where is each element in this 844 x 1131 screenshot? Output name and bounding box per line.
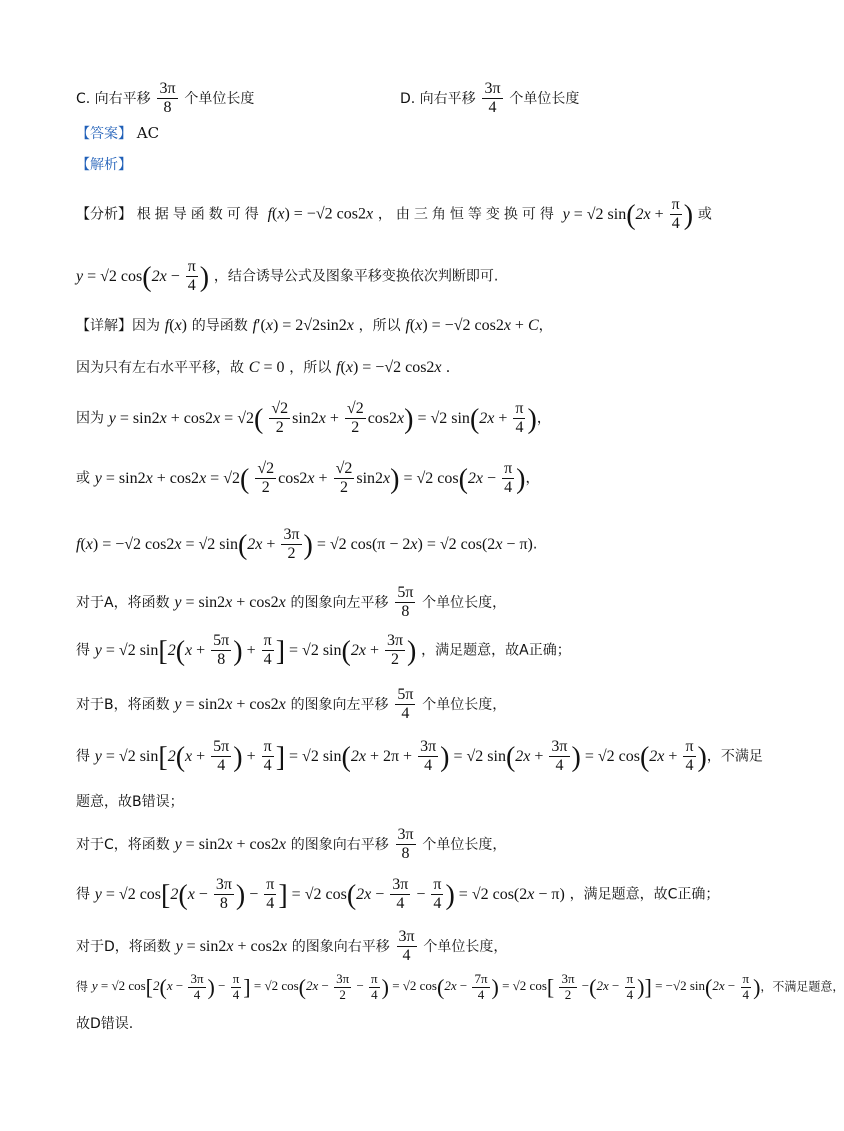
case-a-intro: 对于A，将函数 y = sin2x + cos2x 的图象向左平移 $\frac{5\pi}{8}$ 个单位长度， bbox=[76, 584, 507, 621]
answer-line bbox=[76, 124, 760, 144]
xiangjie-line-1: 【详解】因为 f(x) 的导函数 f′(x) = 2√2sin2x ，所以 f(x) = −√2 cos2x + C， bbox=[76, 317, 553, 334]
xiangjie-line-4: 或 y = sin2x + cos2x = √2( $\frac{√2}{2}$ cos2x + $\frac{√2}{2}$ sin2x) = √2 cos(2x − $\frac{\pi}{4}$ )， bbox=[76, 460, 540, 497]
answer-label: 【答案】 bbox=[76, 126, 132, 142]
case-d-result-cont: 故D错误. bbox=[76, 1016, 134, 1032]
case-b-intro: 对于B，将函数 y = sin2x + cos2x 的图象向左平移 $\frac{5\pi}{4}$ 个单位长度， bbox=[76, 686, 507, 723]
case-b-result-cont: 题意，故B错误； bbox=[76, 794, 184, 810]
xiangjie-line-5: f(x) = −√2 cos2x = √2 sin(2x + $\frac{3\pi}{2}$ ) = √2 cos(π − 2x) = √2 cos(2x − π). bbox=[76, 526, 538, 563]
case-a-result: 得 y = √2 sin[2(x + $\frac{5\pi}{8}$ ) + $\frac{\pi}{4}$ ] = √2 sin(2x + $\frac{3\pi}{2}$ ) ，满足题意，故A正确； bbox=[76, 632, 571, 669]
case-d-result: 得 y = √2 cos[2(x − $\frac{3\pi}{4}$ ) − $\frac{\pi}{4}$ ] = √2 cos(2x − $\frac{3\pi}{2}$ − $\frac{\pi}{4}$ ) = √2 cos(2x − $\frac{7\pi}{4}$ ) = √2 cos[ $\frac{3\pi}{2}$ −(2x − $\frac{\pi}{4}$ )] = −√2 sin(2x − $\frac{\pi}{4}$ )，不满足题意， bbox=[76, 971, 844, 1002]
case-d-intro: 对于D，将函数 y = sin2x + cos2x 的图象向右平移 $\frac{3\pi}{4}$ 个单位长度， bbox=[76, 928, 508, 965]
xiangjie-line-3: 因为 y = sin2x + cos2x = √2( $\frac{√2}{2}$ sin2x + $\frac{√2}{2}$ cos2x) = √2 sin(2x + $\frac{\pi}{4}$ )， bbox=[76, 400, 551, 437]
case-c-result: 得 y = √2 cos[2(x − $\frac{3\pi}{8}$ ) − $\frac{\pi}{4}$ ] = √2 cos(2x − $\frac{3\pi}{4}$ − $\frac{\pi}{4}$ ) = √2 cos(2x − π) ，满足题意，故C正确； bbox=[76, 876, 720, 913]
option-c: C. 向右平移 $\frac{3\pi}{8}$ 个单位长度 bbox=[76, 80, 255, 117]
case-c-intro: 对于C，将函数 y = sin2x + cos2x 的图象向右平移 $\frac{3\pi}{8}$ 个单位长度， bbox=[76, 826, 507, 863]
case-b-result: 得 y = √2 sin[2(x + $\frac{5\pi}{4}$ ) + $\frac{\pi}{4}$ ] = √2 sin(2x + 2π + $\frac{3\pi}{4}$ ) = √2 sin(2x + $\frac{3\pi}{4}$ ) = √2 cos(2x + $\frac{\pi}{4}$ )，不满足 bbox=[76, 738, 763, 775]
analysis-label: 【解析】 bbox=[76, 157, 132, 173]
answer-value: AC bbox=[136, 124, 160, 142]
fenxi-line-2: y = √2 cos(2x − $\frac{\pi}{4}$ ) ，结合诱导公式及图象平移变换依次判断即可. bbox=[76, 258, 499, 295]
option-d: D. 向右平移 $\frac{3\pi}{4}$ 个单位长度 bbox=[400, 80, 580, 117]
fenxi-label: 【分析】 bbox=[76, 206, 132, 223]
fenxi-line-1: 【分析】 根据导函数可得 f(x) = −√2 cos2x ，由三角恒等变换可得 y = √2 sin(2x + $\frac{\pi}{4}$ ) 或 bbox=[76, 196, 712, 233]
analysis-heading bbox=[76, 155, 760, 175]
xiangjie-label: 【详解】 bbox=[76, 318, 132, 334]
xiangjie-line-2: 因为只有左右水平平移，故 C = 0 ，所以 f(x) = −√2 cos2x . bbox=[76, 359, 451, 376]
